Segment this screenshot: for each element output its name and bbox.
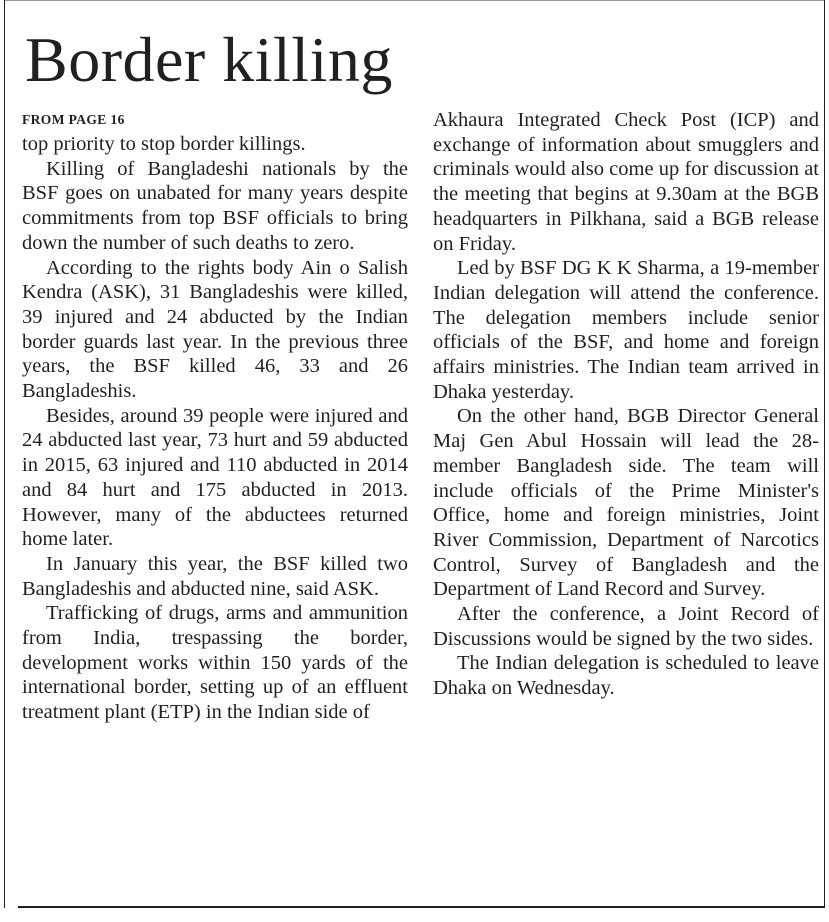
left-rule [4, 0, 5, 908]
paragraph: In January this year, the BSF killed two Bangladeshis and abducted nine, said ASK. [22, 552, 408, 600]
paragraph: According to the rights body Ain o Salish Kendra (ASK), 31 Bangladeshis were killed, 39 injured and 24 abducted by the Indian border guards last year. In the previous three years, the BSF killed 46, 33 and 26 Bangladeshis. [22, 256, 408, 403]
jump-line: FROM PAGE 16 [22, 112, 125, 127]
paragraph: Trafficking of drugs, arms and ammunition from India, trespassing the border, development works within 150 yards of the international border, setting up of an effluent treatment plant (ETP) in the Indian side of [22, 602, 408, 724]
right-rule [824, 0, 825, 908]
paragraph: After the conference, a Joint Record of Discussions would be signed by the two sides. [433, 603, 819, 650]
paragraph: Besides, around 39 people were injured and 24 abducted last year, 73 hurt and 59 abducted in 2015, 63 injured and 110 abducted in 2014 and 84 hurt and 175 abducted in 2013. However, many of the abductees returned home later. [22, 404, 408, 551]
top-rule [4, 0, 825, 1]
paragraph: Akhaura Integrated Check Post (ICP) and exchange of information about smugglers and criminals would also come up for discussion at the meeting that begins at 9.30am at the BGB headquarters in Pilkhana, said a BGB release on Friday. [433, 109, 819, 255]
paragraph: top priority to stop border killings. [22, 133, 306, 155]
article-headline: Border killing [25, 24, 393, 95]
article-column-2 [433, 108, 819, 701]
paragraph: Led by BSF DG K K Sharma, a 19-member Indian delegation will attend the conference. The delegation members include senior officials of the BSF, and home and foreign affairs ministries. The Indian team arrived in Dhaka yesterday. [433, 257, 819, 403]
paragraph: Killing of Bangladeshi nationals by the BSF goes on unabated for many years despite commitments from top BSF officials to bring down the number of such deaths to zero. [22, 157, 408, 254]
article-column-1 [22, 108, 408, 725]
paragraph: On the other hand, BGB Director General Maj Gen Abul Hossain will lead the 28-member Bangladesh side. The team will include officials of the Prime Minister's Office, home and foreign ministries, Joint River Commission, Department of Narcotics Control, Survey of Bangladesh and the Department of Land Record and Survey. [433, 405, 819, 601]
bottom-rule [18, 906, 824, 908]
paragraph: The Indian delegation is scheduled to leave Dhaka on Wednesday. [433, 652, 819, 700]
